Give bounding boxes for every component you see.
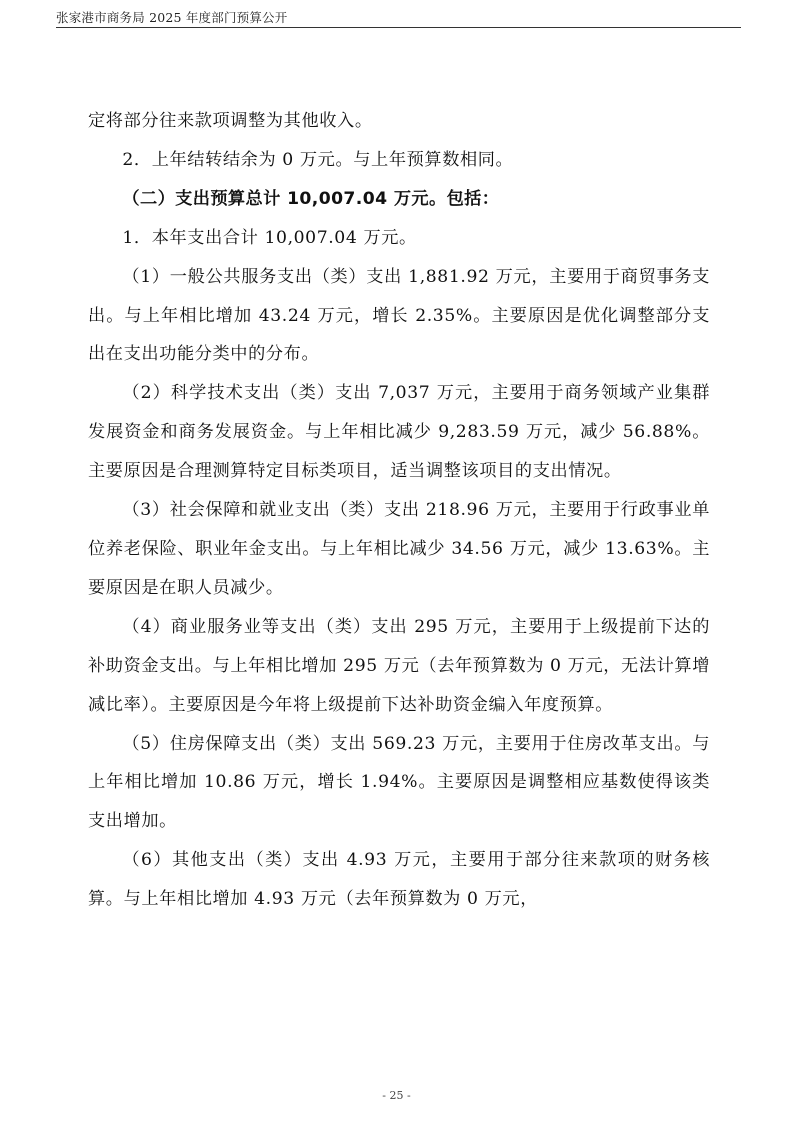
header-divider (56, 27, 741, 28)
running-header: 张家港市商务局 2025 年度部门预算公开 (56, 10, 288, 25)
paragraph-continuation: 定将部分往来款项调整为其他收入。 (88, 111, 373, 131)
document-body (88, 102, 710, 919)
page-number: - 25 - (382, 1089, 411, 1102)
paragraph-commercial-services: （4）商业服务业等支出（类）支出 295 万元，主要用于上级提前下达的补助资金支出。与上年相比增加 295 万元（去年预算数为 0 万元，无法计算增减比率）。主要原因是今年将上级提前下达补助资金编入年度预算。 (88, 616, 710, 715)
paragraph-housing-security: （5）住房保障支出（类）支出 569.23 万元，主要用于住房改革支出。与上年相比增加 10.86 万元，增长 1.94%。主要原因是调整相应基数使得该类支出增加。 (88, 733, 710, 832)
paragraph-social-security: （3）社会保障和就业支出（类）支出 218.96 万元，主要用于行政事业单位养老保险、职业年金支出。与上年相比减少 34.56 万元，减少 13.63%。主要原因是在职人员减少。 (88, 500, 710, 598)
paragraph-other-expenditure: （6）其他支出（类）支出 4.93 万元，主要用于部分往来款项的财务核算。与上年相比增加 4.93 万元（去年预算数为 0 万元， (88, 850, 710, 910)
paragraph-science-technology: （2）科学技术支出（类）支出 7,037 万元，主要用于商务领域产业集群发展资金和商务发展资金。与上年相比减少 9,283.59 万元，减少 56.88%。主要原因是合理测算特定目标类项目，适当调整该项目的支出情况。 (88, 383, 710, 482)
paragraph-prior-year-balance: 2．上年结转结余为 0 万元。与上年预算数相同。 (122, 149, 514, 170)
paragraph-general-public-services: （1）一般公共服务支出（类）支出 1,881.92 万元，主要用于商贸事务支出。与上年相比增加 43.24 万元，增长 2.35%。主要原因是优化调整部分支出在支出功能分类中的分布。 (88, 266, 710, 365)
section-heading-expenditure-total: （二）支出预算总计 10,007.04 万元。包括： (122, 188, 500, 209)
paragraph-current-year-expenditure: 1．本年支出合计 10,007.04 万元。 (122, 227, 417, 248)
